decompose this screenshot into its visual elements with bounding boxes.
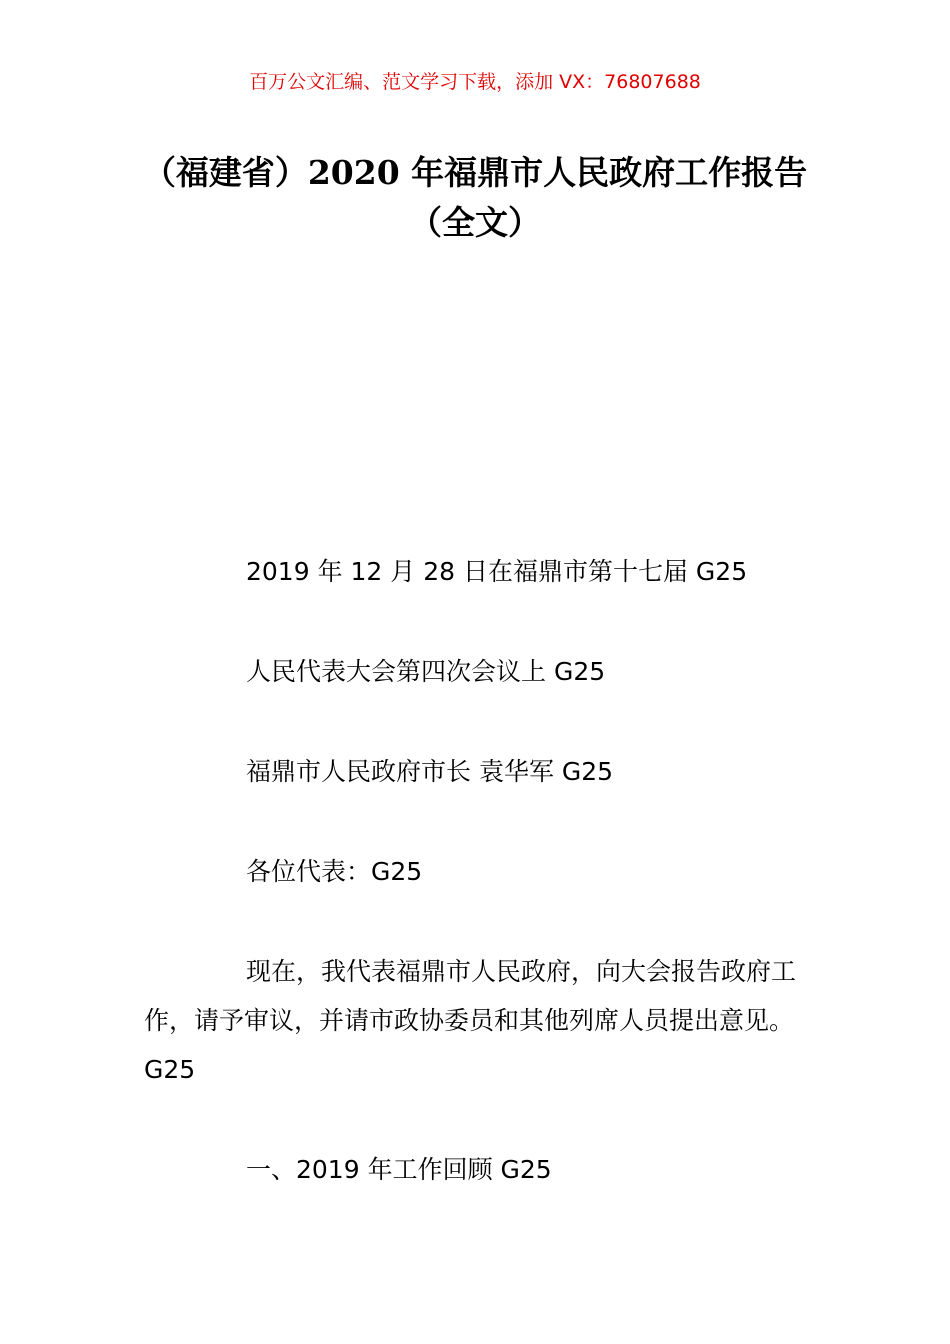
salutation: 各位代表：G25 <box>246 857 423 886</box>
meta-line-meeting: 人民代表大会第四次会议上 G25 <box>246 657 606 686</box>
intro-paragraph: 现在，我代表福鼎市人民政府，向大会报告政府工作，请予审议，并请市政协委员和其他列席人员提出意见。G25 <box>144 957 797 1084</box>
meta-line-date: 2019 年 12 月 28 日在福鼎市第十七届 G25 <box>246 557 748 586</box>
header-note: 百万公文汇编、范文学习下载，添加 VX：76807688 <box>249 71 701 93</box>
document-title: （福建省）2020 年福鼎市人民政府工作报告（全文） <box>142 153 808 242</box>
section-heading: 一、2019 年工作回顾 G25 <box>246 1155 552 1184</box>
meta-line-speaker: 福鼎市人民政府市长 袁华军 G25 <box>246 757 614 786</box>
